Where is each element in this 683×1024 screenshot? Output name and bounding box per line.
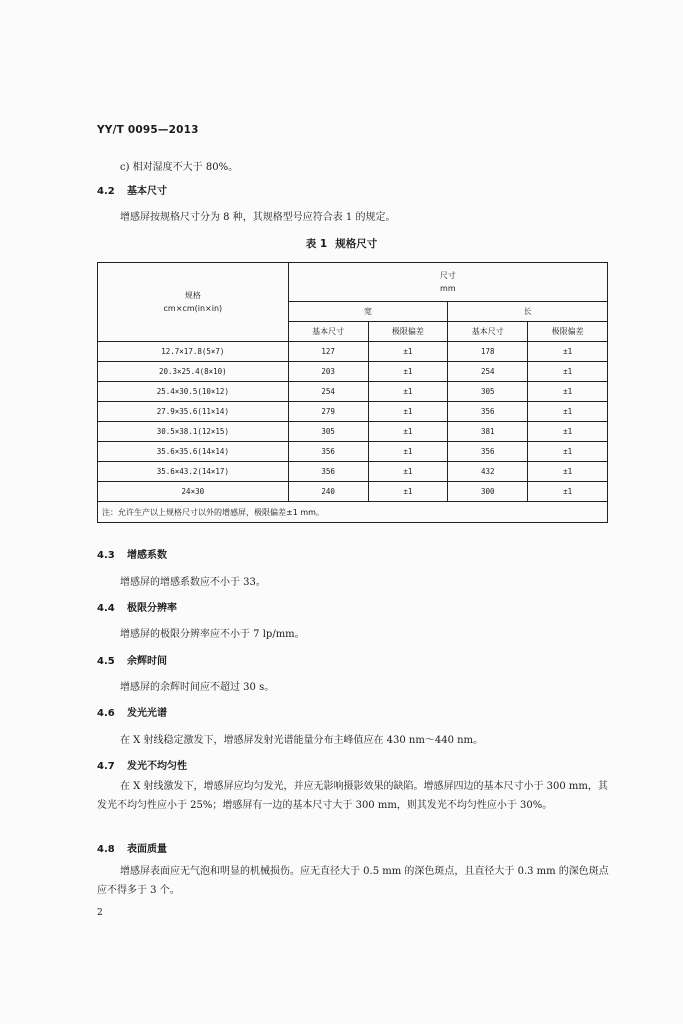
size-column-header: 尺寸 mm: [288, 263, 607, 302]
section-4-6-heading: 4.6 发光光谱: [97, 708, 167, 719]
length-basic-cell: 305: [448, 382, 528, 402]
width-tolerance-cell: ±1: [368, 362, 448, 382]
width-tolerance-cell: ±1: [368, 442, 448, 462]
spec-cell: 35.6×35.6(14×14): [98, 442, 289, 462]
table-row: [98, 342, 608, 362]
width-basic-cell: 356: [288, 442, 368, 462]
length-basic-cell: 300: [448, 482, 528, 502]
spec-cell: 25.4×30.5(10×12): [98, 382, 289, 402]
list-item-c: c) 相对湿度不大于 80%。: [120, 162, 239, 173]
section-4-8-heading: 4.8 表面质量: [97, 844, 167, 855]
spec-cell: 20.3×25.4(8×10): [98, 362, 289, 382]
section-4-3-heading: 4.3 增感系数: [97, 550, 167, 561]
length-basic-cell: 356: [448, 442, 528, 462]
length-basic-cell: 381: [448, 422, 528, 442]
length-basic-cell: 254: [448, 362, 528, 382]
document-header: YY/T 0095—2013: [97, 124, 199, 136]
section-4-7-heading: 4.7 发光不均匀性: [97, 761, 187, 772]
length-tolerance-cell: ±1: [528, 342, 608, 362]
table-caption-label: 表 1: [305, 238, 328, 250]
length-basic-cell: 178: [448, 342, 528, 362]
section-4-8-body: 增感屏表面应无气泡和明显的机械损伤。应无直径大于 0.5 mm 的深色斑点，且直径大于 0.3 mm 的深色斑点应不得多于 3 个。: [97, 866, 609, 896]
spec-column-header: 规格 cm×cm(in×in): [98, 263, 289, 342]
width-tolerance-cell: ±1: [368, 382, 448, 402]
section-title: 基本尺寸: [127, 186, 167, 197]
width-basic-cell: 203: [288, 362, 368, 382]
length-tolerance-cell: ±1: [528, 402, 608, 422]
table-row: [98, 362, 608, 382]
width-tolerance-cell: ±1: [368, 422, 448, 442]
width-basic-size-header: 基本尺寸: [288, 322, 368, 342]
section-4-3-body: 增感屏的增感系数应不小于 33。: [120, 577, 266, 588]
width-tolerance-cell: ±1: [368, 402, 448, 422]
section-4-5-heading: 4.5 余辉时间: [97, 656, 167, 667]
length-basic-cell: 356: [448, 402, 528, 422]
width-tolerance-cell: ±1: [368, 342, 448, 362]
spec-cell: 27.9×35.6(11×14): [98, 402, 289, 422]
width-basic-cell: 240: [288, 482, 368, 502]
table-note: 注：允许生产以上规格尺寸以外的增感屏，极限偏差±1 mm。: [98, 502, 608, 523]
width-basic-cell: 305: [288, 422, 368, 442]
length-tolerance-cell: ±1: [528, 422, 608, 442]
length-basic-cell: 432: [448, 462, 528, 482]
length-tolerance-cell: ±1: [528, 442, 608, 462]
length-tolerance-header: 极限偏差: [528, 322, 608, 342]
section-4-7-body: 在 X 射线激发下，增感屏应均匀发光，并应无影响摄影效果的缺陷。增感屏四边的基本尺寸小于 300 mm，其发光不均匀性应小于 25%；增感屏有一边的基本尺寸大于 300 mm，则其发光不均匀性应小于 30%。: [97, 781, 608, 811]
table-caption: [0, 236, 683, 251]
spec-cell: 35.6×43.2(14×17): [98, 462, 289, 482]
section-4-2-heading: [97, 182, 167, 197]
width-basic-cell: 356: [288, 462, 368, 482]
table-row: [98, 482, 608, 502]
table-row: [98, 422, 608, 442]
table-caption-title: 规格尺寸: [335, 238, 378, 250]
table-body: [98, 342, 608, 502]
width-basic-cell: 279: [288, 402, 368, 422]
table-row: [98, 382, 608, 402]
section-4-4-body: 增感屏的极限分辨率应不小于 7 lp/mm。: [120, 629, 305, 640]
width-header: 宽: [288, 302, 448, 322]
length-header: 长: [448, 302, 608, 322]
section-4-6-body: 在 X 射线稳定激发下，增感屏发射光谱能量分布主峰值应在 430 nm～440 nm。: [120, 735, 484, 746]
spec-cell: 30.5×38.1(12×15): [98, 422, 289, 442]
page-number: 2: [97, 908, 103, 918]
length-tolerance-cell: ±1: [528, 362, 608, 382]
table-row: [98, 402, 608, 422]
spec-table: [97, 262, 608, 523]
width-tolerance-cell: ±1: [368, 482, 448, 502]
spec-cell: 24×30: [98, 482, 289, 502]
section-4-4-heading: 4.4 极限分辨率: [97, 603, 177, 614]
length-tolerance-cell: ±1: [528, 462, 608, 482]
section-number: 4.2: [97, 186, 115, 197]
width-basic-cell: 254: [288, 382, 368, 402]
section-4-5-body: 增感屏的余辉时间应不超过 30 s。: [120, 682, 275, 693]
width-tolerance-cell: ±1: [368, 462, 448, 482]
width-basic-cell: 127: [288, 342, 368, 362]
length-tolerance-cell: ±1: [528, 382, 608, 402]
length-basic-size-header: 基本尺寸: [448, 322, 528, 342]
length-tolerance-cell: ±1: [528, 482, 608, 502]
table-row: [98, 462, 608, 482]
width-tolerance-header: 极限偏差: [368, 322, 448, 342]
section-4-2-body: 增感屏按规格尺寸分为 8 种，其规格型号应符合表 1 的规定。: [120, 212, 396, 223]
table-row: [98, 442, 608, 462]
spec-cell: 12.7×17.8(5×7): [98, 342, 289, 362]
